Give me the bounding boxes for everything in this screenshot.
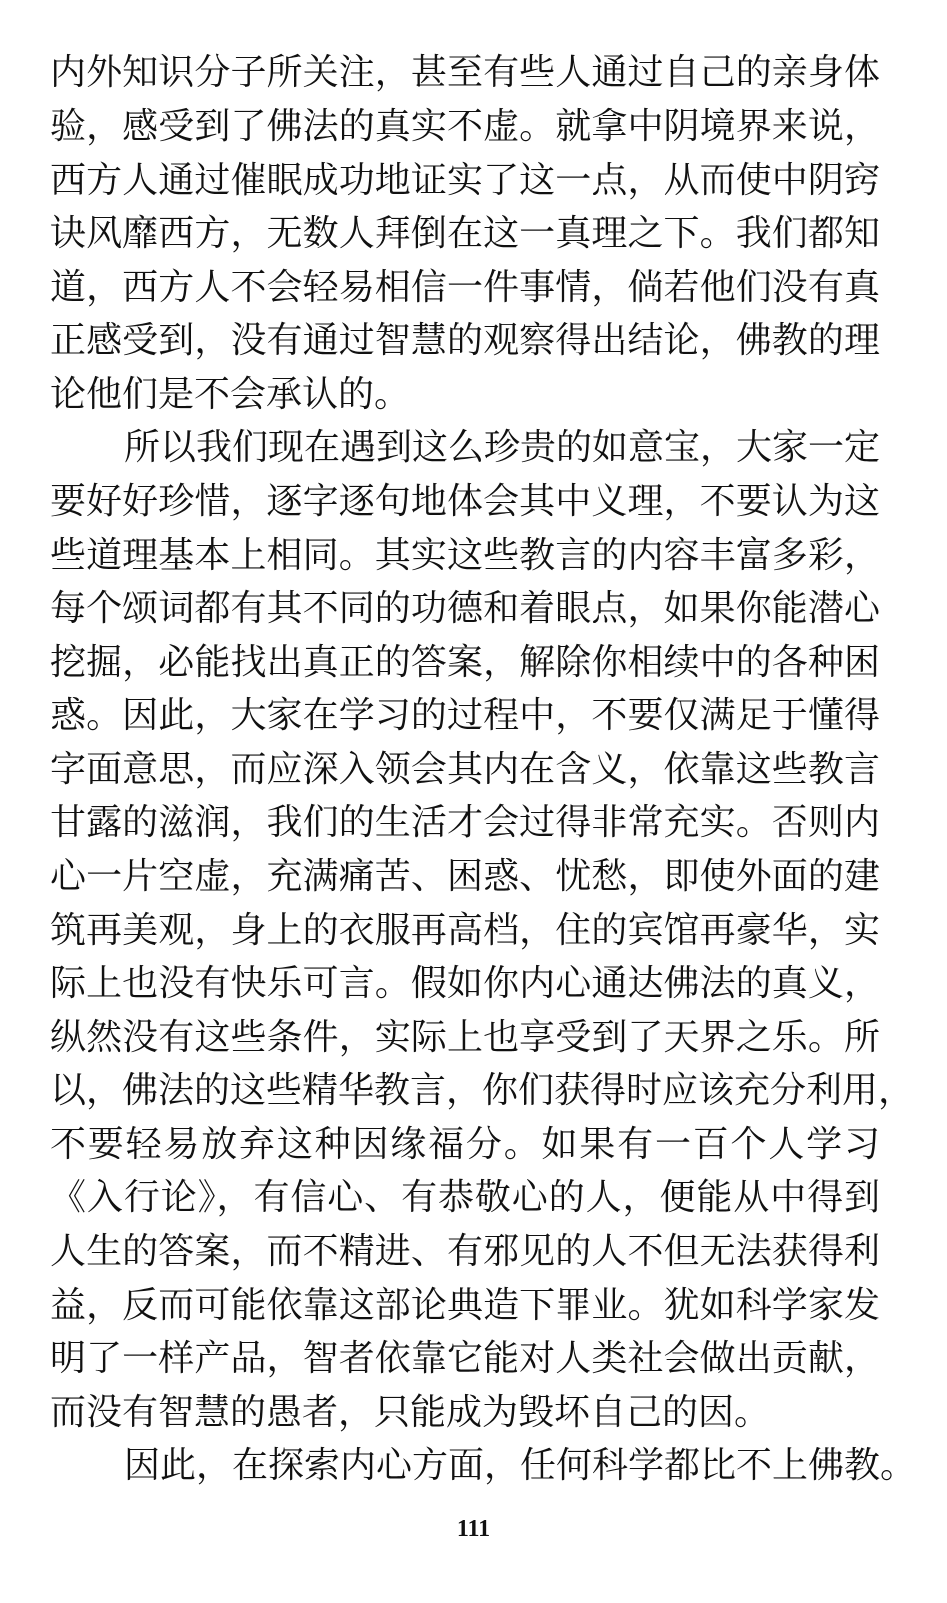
text-line: 甘露的滋润，我们的生活才会过得非常充实。否则内 [50,802,880,843]
text-line: 不要轻易放弃这种因缘福分。如果有一百个人学习 [50,1124,880,1165]
text-line: 纵然没有这些条件，实际上也享受到了天界之乐。所 [50,1017,880,1058]
text-line: 心一片空虚，充满痛苦、困惑、忧愁，即使外面的建 [50,856,880,897]
text-line: 以，佛法的这些精华教言，你们获得时应该充分利用， [50,1070,915,1111]
text-line: 西方人通过催眠成功地证实了这一点，从而使中阴窍 [50,160,880,201]
text-line: 而没有智慧的愚者，只能成为毁坏自己的因。 [50,1392,771,1433]
text-line: 挖掘，必能找出真正的答案，解除你相续中的各种困 [50,642,880,683]
paragraph-first-line: 所以我们现在遇到这么珍贵的如意宝，大家一定 [124,427,881,468]
text-line: 筑再美观，身上的衣服再高档，住的宾馆再豪华，实 [50,910,880,951]
text-line: 道，西方人不会轻易相信一件事情，倘若他们没有真 [50,267,880,308]
text-line: 正感受到，没有通过智慧的观察得出结论，佛教的理 [50,320,880,361]
text-line: 字面意思，而应深入领会其内在含义，依靠这些教言 [50,749,880,790]
text-line: 人生的答案，而不精进、有邪见的人不但无法获得利 [50,1231,880,1272]
text-line: 内外知识分子所关注，甚至有些人通过自己的亲身体 [50,52,880,93]
paragraph-first-line: 因此，在探索内心方面，任何科学都比不上佛教。 [124,1445,917,1486]
text-line: 论他们是不会承认的。 [50,374,411,415]
text-line: 验，感受到了佛法的真实不虚。就拿中阴境界来说， [50,106,880,147]
text-line: 益，反而可能依靠这部论典造下罪业。犹如科学家发 [50,1285,880,1326]
text-line: 明了一样产品，智者依靠它能对人类社会做出贡献， [50,1338,880,1379]
text-line: 际上也没有快乐可言。假如你内心通达佛法的真义， [50,963,880,1004]
text-line: 每个颂词都有其不同的功德和着眼点，如果你能潜心 [50,588,880,629]
text-line: 要好好珍惜，逐字逐句地体会其中义理，不要认为这 [50,481,880,522]
page-number: 111 [456,1516,491,1542]
text-line: 《入行论》，有信心、有恭敬心的人，便能从中得到 [50,1177,880,1218]
text-line: 惑。因此，大家在学习的过程中，不要仅满足于懂得 [50,695,880,736]
text-line: 些道理基本上相同。其实这些教言的内容丰富多彩， [50,535,880,576]
text-line: 诀风靡西方，无数人拜倒在这一真理之下。我们都知 [50,213,880,254]
